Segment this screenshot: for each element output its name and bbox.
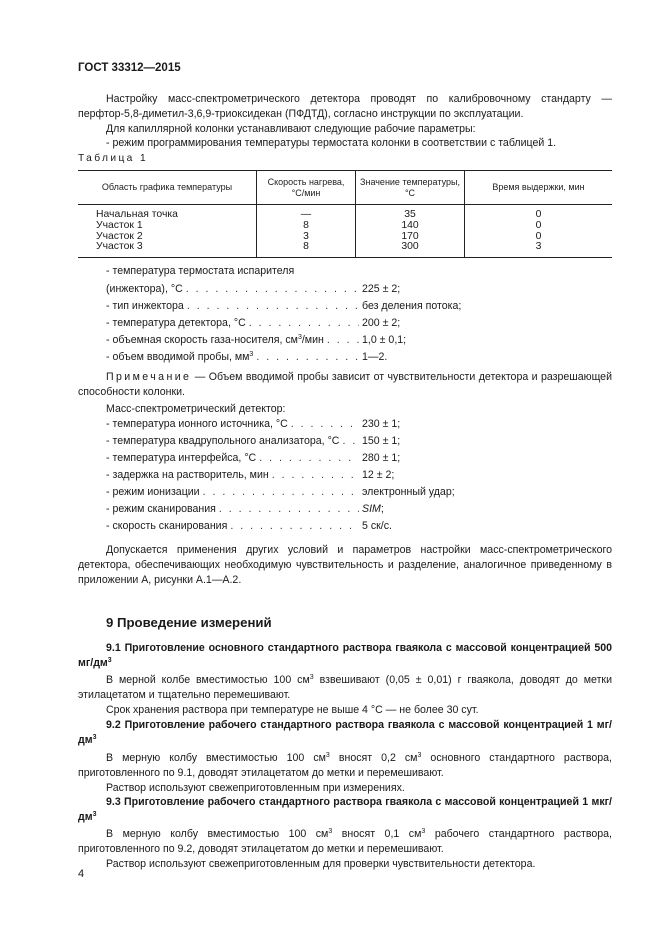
leader-dots (259, 452, 359, 464)
superscript: 3 (328, 828, 333, 835)
table-cell: 170 (356, 232, 465, 243)
table-header-cell: Скорость нагрева, °С/мин (257, 171, 356, 205)
ms-title: Масс-спектрометрический детектор: (106, 403, 286, 415)
table-header-cell: Время выдержки, мин (465, 171, 613, 205)
subsection-9-2-body (78, 751, 612, 795)
param-value: 1,0 ± 0,1; (362, 334, 407, 346)
param-value: без деления потока; (362, 300, 462, 312)
leader-dots (249, 317, 359, 329)
paragraph: Срок хранения раствора при температуре не выше 4 °С — не более 30 сут. (106, 703, 479, 716)
leader-dots (219, 503, 359, 515)
superscript: 3 (325, 752, 330, 759)
param-label (106, 351, 253, 363)
subsection-9-1-body (78, 673, 612, 717)
table-cell: 35 (356, 205, 465, 221)
list-item (106, 418, 612, 435)
section-9-title: 9 Проведение измерений (106, 615, 272, 630)
subsection-9-2-title (78, 718, 612, 748)
paragraph-text: рабочего стандартного раствора, приготовленного по 9.2, доводят этилацетатом до метки и перемешивают. (78, 828, 612, 855)
note-text: — Объем вводимой пробы зависит от чувствительности детектора и разрешающей способности колонки. (78, 371, 612, 398)
list-item (106, 351, 612, 368)
param-label-text: - объем вводимой пробы, мм (106, 351, 250, 363)
param-value: 230 ± 1; (362, 418, 401, 430)
table-cell: 0 (465, 205, 613, 221)
table-cell: 8 (257, 221, 356, 232)
param-label: - задержка на растворитель, мин (106, 469, 269, 481)
superscript: 3 (421, 828, 426, 835)
page-number: 4 (78, 868, 85, 880)
param-label: - режим сканирования (106, 503, 216, 515)
subsection-9-3-body (78, 827, 612, 871)
list-item (106, 435, 612, 452)
list-item (106, 520, 612, 537)
param-label (106, 334, 324, 346)
param-label: (инжектора), °С (106, 283, 183, 295)
paragraph: Раствор используют свежеприготовленным для проверки чувствительности детектора. (106, 857, 536, 870)
param-value: 225 ± 2; (362, 283, 401, 295)
leader-dots (203, 486, 359, 498)
param-value-italic: SIM (362, 503, 381, 515)
param-label: - режим ионизации (106, 486, 200, 498)
paragraph-text: основного стандартного раствора, приготовленного по 9.1, доводят этилацетатом до метки и перемешивают. (78, 752, 612, 779)
list-item (106, 317, 612, 334)
paragraph-text: взвешивают (0,05 ± 0,01) г гваякола, доводят до метки этилацетатом и тщательно перемешивают. (78, 674, 612, 701)
table-cell: 300 (356, 242, 465, 257)
list-item (106, 452, 612, 469)
list-item (106, 503, 612, 520)
table-cell: Участок 1 (78, 221, 257, 232)
table-header-row (78, 171, 612, 205)
leader-dots (272, 469, 359, 481)
table-cell: 3 (465, 242, 613, 257)
param-label: - температура детектора, °С (106, 317, 246, 329)
param-label: - температура квадрупольного анализатора, °С (106, 435, 340, 447)
paragraph (78, 673, 612, 703)
param-label: - температура термостата испарителя (106, 265, 295, 277)
table-cell: 3 (257, 232, 356, 243)
subsection-9-1-title (78, 641, 612, 671)
intro-paragraph-2: Для капиллярной колонки устанавливают следующие рабочие параметры: (106, 122, 476, 135)
table-cell: 8 (257, 242, 356, 257)
param-label: - температура интерфейса, °С (106, 452, 257, 464)
gost-header: ГОСТ 33312—2015 (78, 62, 181, 74)
superscript: 3 (92, 733, 97, 741)
list-item (106, 265, 612, 283)
param-label: - температура ионного источника, °С (106, 418, 288, 430)
list-item (106, 334, 612, 351)
table-row (78, 205, 612, 221)
param-value: 1—2. (362, 351, 388, 363)
param-value: 12 ± 2; (362, 469, 395, 481)
table-row (78, 221, 612, 232)
table-cell: Участок 3 (78, 242, 257, 257)
table-row (78, 242, 612, 257)
superscript: 3 (297, 334, 302, 341)
paragraph (78, 751, 612, 781)
temperature-program-table (78, 170, 612, 258)
intro-paragraph-1: Настройку масс-спектрометрического детектора проводят по калибровочному стандарту — перфтор-5,8-диметил-3,6,9-триоксидекан (ПФДТД), согласно инструкции по эксплуатации. (78, 93, 612, 120)
paragraph: Раствор используют свежеприготовленным при измерениях. (106, 781, 405, 794)
subsection-9-3-title (78, 795, 612, 825)
table-caption: Таблица 1 (78, 153, 149, 164)
param-label-text: - объемная скорость газа-носителя, см (106, 334, 298, 346)
param-label: - скорость сканирования (106, 520, 228, 532)
param-value: 5 ск/с. (362, 520, 392, 532)
leader-dots (230, 520, 359, 532)
paragraph-text: В мерную колбу вместимостью 100 см (106, 752, 326, 764)
paragraph-text: В мерной колбе вместимостью 100 см (106, 674, 310, 686)
paragraph-text: вносят 0,2 см (329, 752, 418, 764)
table-cell: 140 (356, 221, 465, 232)
param-label: - тип инжектора (106, 300, 184, 312)
superscript: 3 (249, 351, 254, 358)
subsection-title-text: 9.3 Приготовление рабочего стандартного раствора гваякола с массовой концентрацией 1 мкг/дм (78, 796, 612, 823)
table-cell: Начальная точка (78, 205, 257, 221)
table-cell: 0 (465, 221, 613, 232)
note-prefix: Примечание (106, 371, 192, 383)
ms-parameters-list (106, 403, 612, 537)
leader-dots (187, 300, 359, 312)
gc-parameters-list (106, 265, 612, 368)
table-cell: — (257, 205, 356, 221)
leader-dots (327, 334, 359, 346)
leader-dots (186, 283, 359, 295)
paragraph-text: вносят 0,1 см (332, 828, 422, 840)
table-cell: 0 (465, 232, 613, 243)
list-item (106, 300, 612, 317)
superscript: 3 (92, 810, 97, 818)
superscript: 3 (417, 752, 422, 759)
param-label-tail: /мин (301, 334, 324, 346)
param-value (362, 503, 612, 515)
list-item (106, 486, 612, 503)
param-value: 150 ± 1; (362, 435, 401, 447)
param-value: электронный удар; (362, 486, 455, 498)
table-header-cell: Значение температуры, °С (356, 171, 465, 205)
intro-paragraph-3: - режим программирования температуры термостата колонки в соответствии с таблицей 1. (106, 137, 557, 150)
table-cell: Участок 2 (78, 232, 257, 243)
list-item (106, 403, 612, 418)
paragraph-text: В мерную колбу вместимостью 100 см (106, 828, 329, 840)
allow-paragraph: Допускается применения других условий и параметров настройки масс-спектрометрического детектора, обеспечивающих необходимую чувствительность и разделение, аналогичное приведенному в приложении А, рисунки А.1—А.2. (78, 544, 612, 586)
list-item (106, 283, 612, 300)
table-row (78, 232, 612, 243)
list-item (106, 469, 612, 486)
intro-block (78, 92, 612, 151)
superscript: 3 (107, 656, 112, 664)
subsection-title-text: 9.1 Приготовление основного стандартного раствора гваякола с массовой концентрацией 500 мг/дм (78, 642, 612, 669)
param-value: 200 ± 2; (362, 317, 401, 329)
leader-dots (291, 418, 359, 430)
note-paragraph (78, 370, 612, 400)
leader-dots (342, 435, 359, 447)
paragraph (78, 827, 612, 857)
subsection-title-text: 9.2 Приготовление рабочего стандартного раствора гваякола с массовой концентрацией 1 мг/дм (78, 719, 612, 746)
allow-block (78, 543, 612, 587)
param-value: 280 ± 1; (362, 452, 401, 464)
leader-dots (256, 351, 359, 363)
param-value-tail: ; (380, 503, 384, 515)
table-header-cell: Область графика температуры (78, 171, 257, 205)
superscript: 3 (309, 674, 314, 681)
